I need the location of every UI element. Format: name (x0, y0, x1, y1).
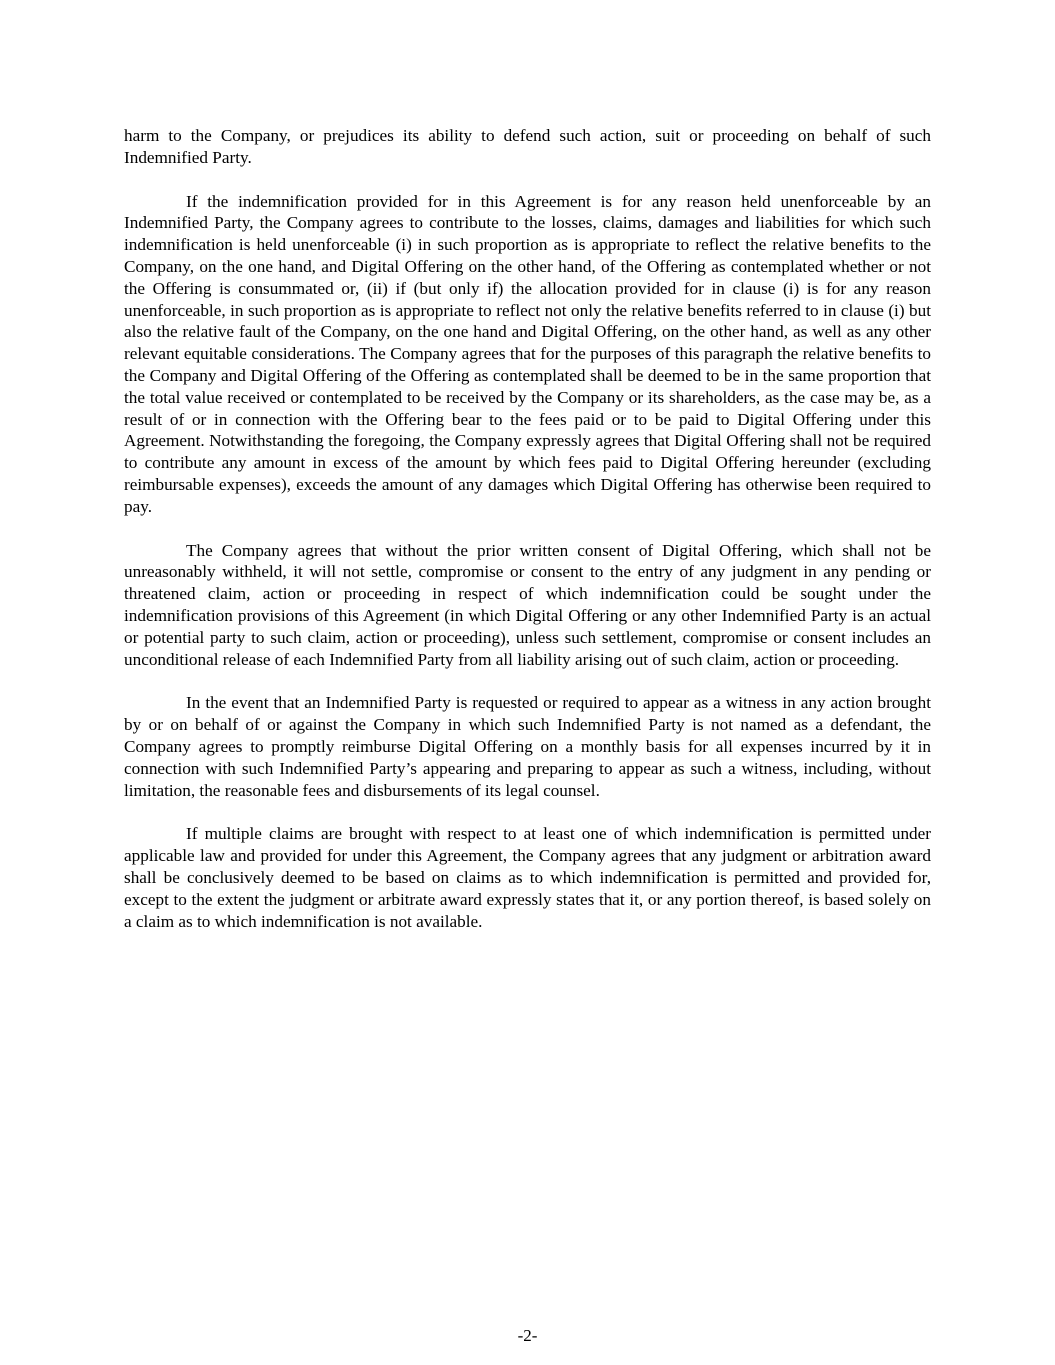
paragraph-multiple-claims: If multiple claims are brought with respect to at least one of which indemnification is permitted under applicable law and provided for under this Agreement, the Company agrees that any judgment or arbitration award shall be conclusively deemed to be based on claims as to which indemnification is permitted and provided for, except to the extent the judgment or arbitrate award expressly states that it, or any portion thereof, is based solely on a claim as to which indemnification is not available. (124, 824, 931, 931)
paragraph-witness-expenses: In the event that an Indemnified Party is requested or required to appear as a witness in any action brought by or on behalf of or against the Company in which such Indemnified Party is not named as a defendant, the Company agrees to promptly reimburse Digital Offering on a monthly basis for all expenses incurred by it in connection with such Indemnified Party’s appearing and preparing to appear as such a witness, including, without limitation, the reasonable fees and disbursements of its legal counsel. (124, 693, 931, 800)
paragraph-continuation: harm to the Company, or prejudices its ability to defend such action, suit or proceeding on behalf of such Indemnified Party. (124, 126, 931, 167)
page-number: -2- (517, 1326, 538, 1345)
paragraph-contribution: If the indemnification provided for in this Agreement is for any reason held unenforceable by an Indemnified Party, the Company agrees to contribute to the losses, claims, damages and liabilities for which such indemnification is held unenforceable (i) in such proportion as is appropriate to reflect the relative benefits to the Company, on the one hand, and Digital Offering on the other hand, of the Offering as contemplated whether or not the Offering is consummated or, (ii) if (but only if) the allocation provided for in clause (i) is for any reason unenforceable, in such proportion as is appropriate to reflect not only the relative benefits referred to in clause (i) but also the relative fault of the Company, on the one hand and Digital Offering, on the other hand, as well as any other relevant equitable considerations. The Company agrees that for the purposes of this paragraph the relative benefits to the Company and Digital Offering of the Offering as contemplated shall be deemed to be in the same proportion that the total value received or contemplated to be received by the Company or its shareholders, as the case may be, as a result of or in connection with the Offering bear to the fees paid or to be paid to Digital Offering under this Agreement. Notwithstanding the foregoing, the Company expressly agrees that Digital Offering shall not be required to contribute any amount in excess of the amount by which fees paid to Digital Offering hereunder (excluding reimbursable expenses), exceeds the amount of any damages which Digital Offering has otherwise been required to pay. (124, 191, 931, 516)
paragraph-settlement-consent: The Company agrees that without the prior written consent of Digital Offering, which shall not be unreasonably withheld, it will not settle, compromise or consent to the entry of any judgment in any pending or threatened claim, action or proceeding in respect of which indemnification could be sought under the indemnification provisions of this Agreement (in which Digital Offering or any other Indemnified Party is an actual or potential party to such claim, action or proceeding), unless such settlement, compromise or consent includes an unconditional release of each Indemnified Party from all liability arising out of such claim, action or proceeding. (124, 540, 931, 669)
document-body (124, 125, 931, 954)
